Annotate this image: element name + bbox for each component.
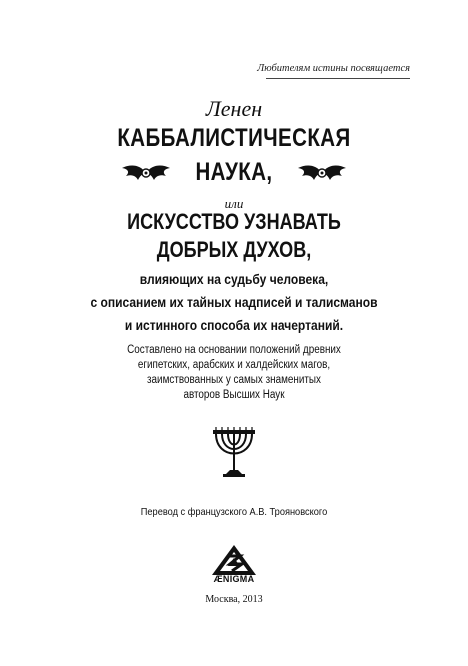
- book-title-line-1: КАББАЛИСТИЧЕСКАЯ: [117, 124, 351, 152]
- translation-credit: Перевод с французского А.В. Трояновского: [140, 506, 328, 518]
- subtitle-line-1: ИСКУССТВО УЗНАВАТЬ: [127, 209, 341, 234]
- composition-line-1: Составлено на основании положений древних: [127, 344, 341, 356]
- connector-word: или: [224, 196, 244, 211]
- winged-cherub-ornament-left-icon: [120, 162, 172, 184]
- description-line-1: влияющих на судьбу человека,: [139, 271, 329, 287]
- composition-line-2: египетских, арабских и халдейских магов,: [137, 359, 331, 371]
- author-name: Ленен: [205, 96, 263, 121]
- composition-line-4: авторов Высших Наук: [183, 389, 285, 401]
- book-title-line-2: НАУКА,: [195, 158, 273, 186]
- winged-cherub-ornament-right-icon: [296, 162, 348, 184]
- composition-line-3: заимствованных у самых знаменитых: [147, 374, 321, 386]
- subtitle-line-2: ДОБРЫХ ДУХОВ,: [156, 237, 312, 262]
- dedication-text: Любителям истины посвящается: [257, 63, 410, 74]
- publisher-name: ÆNIGMA: [213, 574, 255, 584]
- imprint-city-year: Москва, 2013: [205, 594, 263, 605]
- description-line-2: с описанием их тайных надписей и талисманов: [90, 294, 378, 310]
- menorah-icon: [208, 426, 260, 480]
- description-line-3: и истинного способа их начертаний.: [124, 317, 344, 333]
- aenigma-triangle-logo-icon: [210, 544, 258, 576]
- dedication-rule: [266, 78, 410, 79]
